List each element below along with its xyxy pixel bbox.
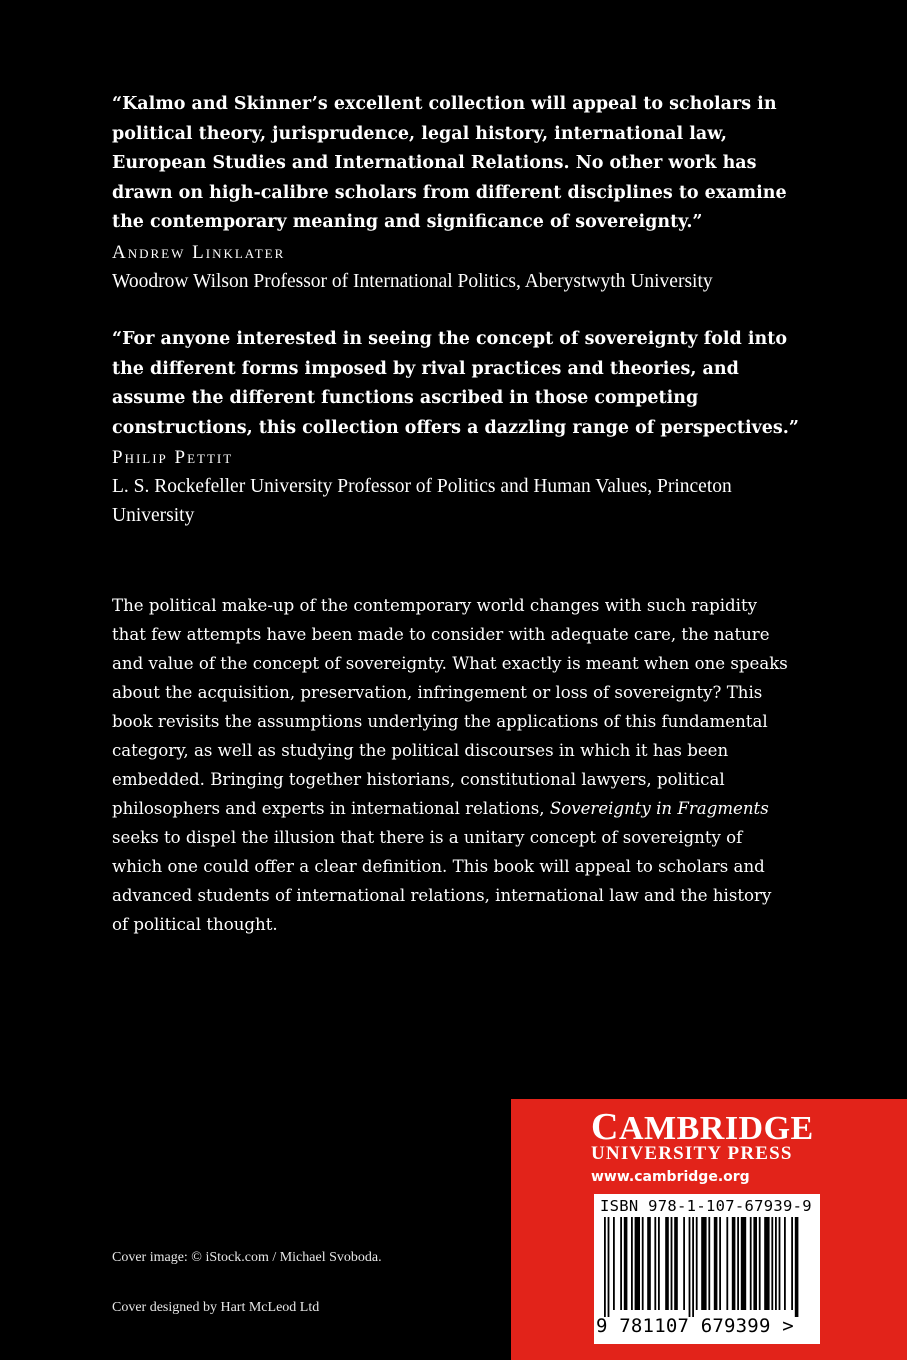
book-description [112,591,792,939]
barcode-bar [741,1217,746,1310]
review-affiliation: Woodrow Wilson Professor of International Politics, Aberystwyth University [112,270,713,292]
description-text-1: The political make-up of the contemporary world changes with such rapidity that few attempts have been made to consider with adequate care, the nature and value of the concept of sovereignty. What exactly is meant when one speaks about the acquisition, preservation, infringement or loss of sovereignty? This book revisits the assumptions underlying the applications of this fundamental category, as well as studying the political discourses in which it has been embedded. Bringing together historians, constitutional lawyers, political philosophers and experts in international relations, [112,596,788,818]
review-blurb-2 [112,325,812,530]
barcode-bar [714,1217,718,1310]
publisher-name-rest: AMBRIDGE [618,1110,814,1147]
barcode-bar [771,1217,773,1310]
barcode-bar [613,1217,615,1310]
cover-design-credit: Cover designed by Hart McLeod Ltd [112,1300,320,1315]
barcode-bar [696,1217,698,1310]
barcode-bar [654,1217,656,1310]
publisher-name-initial: C [591,1106,619,1148]
barcode-bar [737,1217,739,1310]
barcode-bar [631,1217,633,1310]
review-blurb-1 [112,90,812,296]
barcode-bar [658,1217,660,1310]
barcode-bar [689,1217,691,1317]
publisher-press: UNIVERSITY PRESS [591,1143,793,1164]
barcode-bar [779,1217,781,1310]
barcode-bar [701,1217,706,1310]
barcode-bar [719,1217,721,1310]
review-affiliation: L. S. Rockefeller University Professor of Politics and Human Values, Princeton University [112,476,732,526]
barcode-bar [604,1217,606,1317]
barcode-bar [753,1217,757,1310]
barcode-bar [624,1217,628,1310]
review-author: Andrew Linklater [112,241,286,263]
barcode-bar [674,1217,678,1310]
barcode-bar [635,1217,640,1310]
barcode-bar [791,1217,793,1310]
cover-image-credit: Cover image: © iStock.com / Michael Svoboda. [112,1250,382,1265]
barcode-bar [795,1217,799,1317]
review-quote: “For anyone interested in seeing the concept of sovereignty fold into the different forms imposed by rival practices and theories, and assume the different functions ascribed in those competing constructions, this collection offers a dazzling range of perspectives.” [112,329,799,438]
barcode-bar [608,1217,610,1317]
barcode-bar [671,1217,673,1310]
barcode-bar [708,1217,710,1310]
barcode-bar [750,1217,752,1310]
isbn-label: ISBN 978-1-107-67939-9 [600,1197,812,1215]
barcode-bar [784,1217,786,1310]
barcode-digits: 9 781107 679399 > [596,1315,794,1337]
barcode-bar [692,1217,694,1317]
barcode-bar [620,1217,622,1310]
barcode [594,1194,820,1344]
publisher-logo-panel [511,1099,907,1360]
barcode-bar [683,1217,685,1310]
book-title: Sovereignty in Fragments [549,799,769,818]
barcode-bar [647,1217,651,1310]
description-text-2: seeks to dispel the illusion that there is a unitary concept of sovereignty of which one could offer a clear definition. This book will appeal to scholars and advanced students of international relations, international law and the history of political thought. [112,828,772,934]
barcode-bars [604,1217,804,1317]
barcode-bar [665,1217,669,1310]
barcode-bar [642,1217,644,1310]
barcode-bar [759,1217,761,1310]
review-quote: “Kalmo and Skinner’s excellent collection will appeal to scholars in political theory, jurisprudence, legal history, international law, European Studies and International Relations. No other work has drawn on high-calibre scholars from different disciplines to examine the contemporary meaning and significance of sovereignty.” [112,94,787,232]
review-author: Philip Pettit [112,447,234,468]
barcode-bar [775,1217,777,1310]
publisher-url: www.cambridge.org [591,1169,750,1185]
barcode-bar [732,1217,736,1310]
barcode-bar [726,1217,728,1310]
barcode-bar [764,1217,769,1310]
